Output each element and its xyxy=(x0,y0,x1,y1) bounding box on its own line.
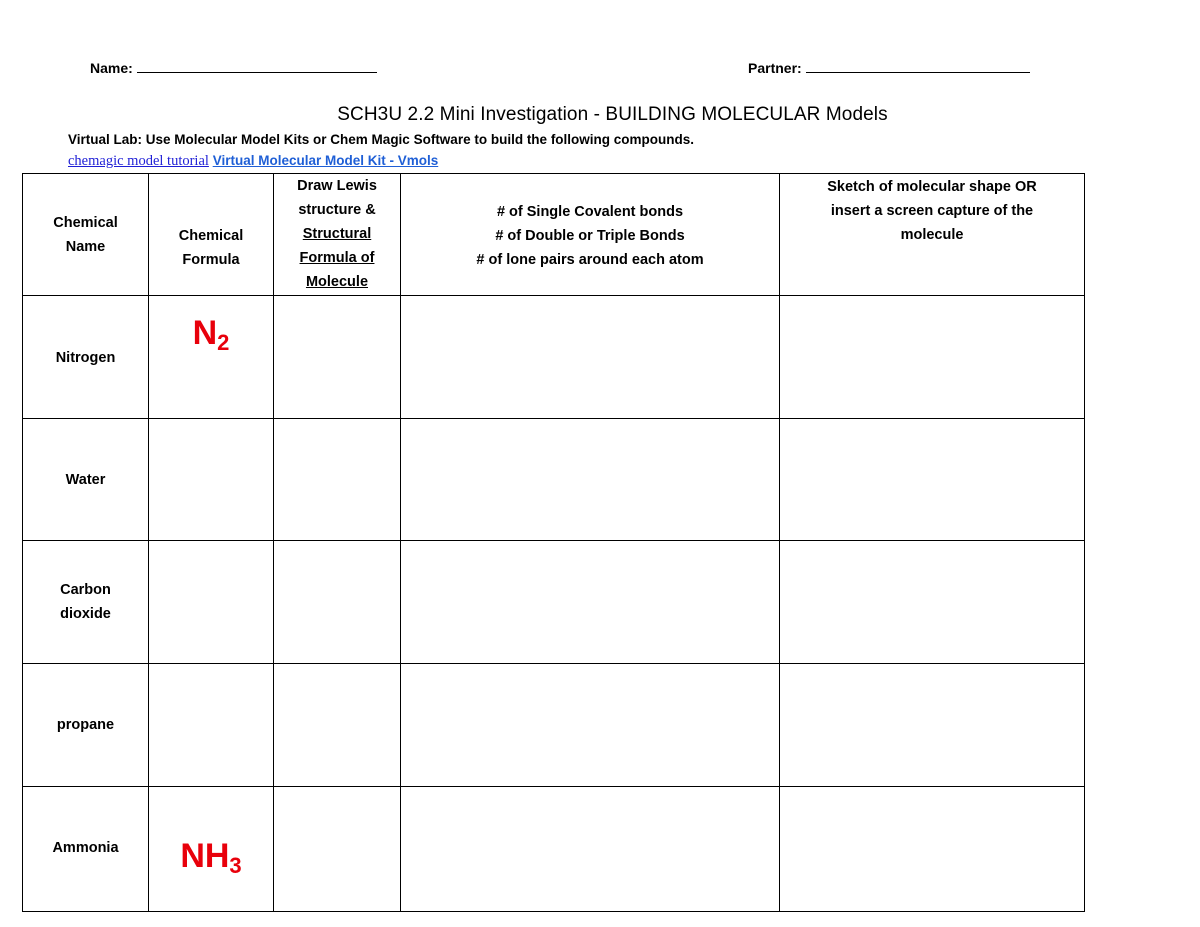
table-row xyxy=(23,541,1085,664)
formula-cell-propane[interactable] xyxy=(149,664,274,787)
row-name-ammonia: Ammonia xyxy=(23,787,149,912)
vmols-link[interactable]: Virtual Molecular Model Kit - Vmols xyxy=(212,153,439,168)
partner-field[interactable] xyxy=(748,58,1030,76)
header-chemical-name: Chemical Name xyxy=(23,174,149,296)
molecule-table xyxy=(22,173,1085,912)
header-molecular-sketch: Sketch of molecular shape OR insert a screen capture of the molecule xyxy=(780,174,1085,296)
header-chemical-formula: Chemical Formula xyxy=(149,174,274,296)
header-bond-counts: # of Single Covalent bonds # of Double or Triple Bonds # of lone pairs around each atom xyxy=(401,174,780,296)
lewis-cell[interactable] xyxy=(274,541,401,664)
row-name-propane: propane xyxy=(23,664,149,787)
chemagic-tutorial-link[interactable]: chemagic model tutorial xyxy=(68,153,209,169)
bonds-cell[interactable] xyxy=(401,541,780,664)
formula-nh3: $NH_3$ xyxy=(180,837,242,878)
formula-cell-ammonia[interactable] xyxy=(149,787,274,912)
partner-label: Partner: xyxy=(748,60,802,76)
instructions-text: Virtual Lab: Use Molecular Model Kits or Chem Magic Software to build the following compounds. xyxy=(68,132,695,147)
bonds-cell[interactable] xyxy=(401,664,780,787)
table-row xyxy=(23,296,1085,419)
sketch-cell[interactable] xyxy=(780,296,1085,419)
lewis-cell[interactable] xyxy=(274,296,401,419)
lewis-cell[interactable] xyxy=(274,419,401,541)
table-row xyxy=(23,664,1085,787)
sketch-cell[interactable] xyxy=(780,664,1085,787)
name-blank-line[interactable] xyxy=(137,58,377,73)
bonds-cell[interactable] xyxy=(401,296,780,419)
formula-cell-nitrogen[interactable] xyxy=(149,296,274,419)
formula-n2: $N_2$ xyxy=(192,314,230,355)
row-name-water: Water xyxy=(23,419,149,541)
name-field[interactable] xyxy=(90,58,377,76)
partner-blank-line[interactable] xyxy=(806,58,1030,73)
name-label: Name: xyxy=(90,60,133,76)
table-header-row xyxy=(23,174,1085,296)
sketch-cell[interactable] xyxy=(780,787,1085,912)
table-row xyxy=(23,419,1085,541)
links-line xyxy=(68,153,438,170)
sketch-cell[interactable] xyxy=(780,419,1085,541)
bonds-cell[interactable] xyxy=(401,419,780,541)
table-row xyxy=(23,787,1085,912)
lewis-cell[interactable] xyxy=(274,787,401,912)
row-name-nitrogen: Nitrogen xyxy=(23,296,149,419)
lewis-cell[interactable] xyxy=(274,664,401,787)
sketch-cell[interactable] xyxy=(780,541,1085,664)
page-title: SCH3U 2.2 Mini Investigation - BUILDING MOLECULAR Models xyxy=(337,104,888,125)
formula-cell-water[interactable] xyxy=(149,419,274,541)
header-lewis-structure: Draw Lewis structure & Structural Formula of Molecule xyxy=(274,174,401,296)
row-name-carbon-dioxide: Carbon dioxide xyxy=(23,541,149,664)
formula-cell-carbon-dioxide[interactable] xyxy=(149,541,274,664)
bonds-cell[interactable] xyxy=(401,787,780,912)
